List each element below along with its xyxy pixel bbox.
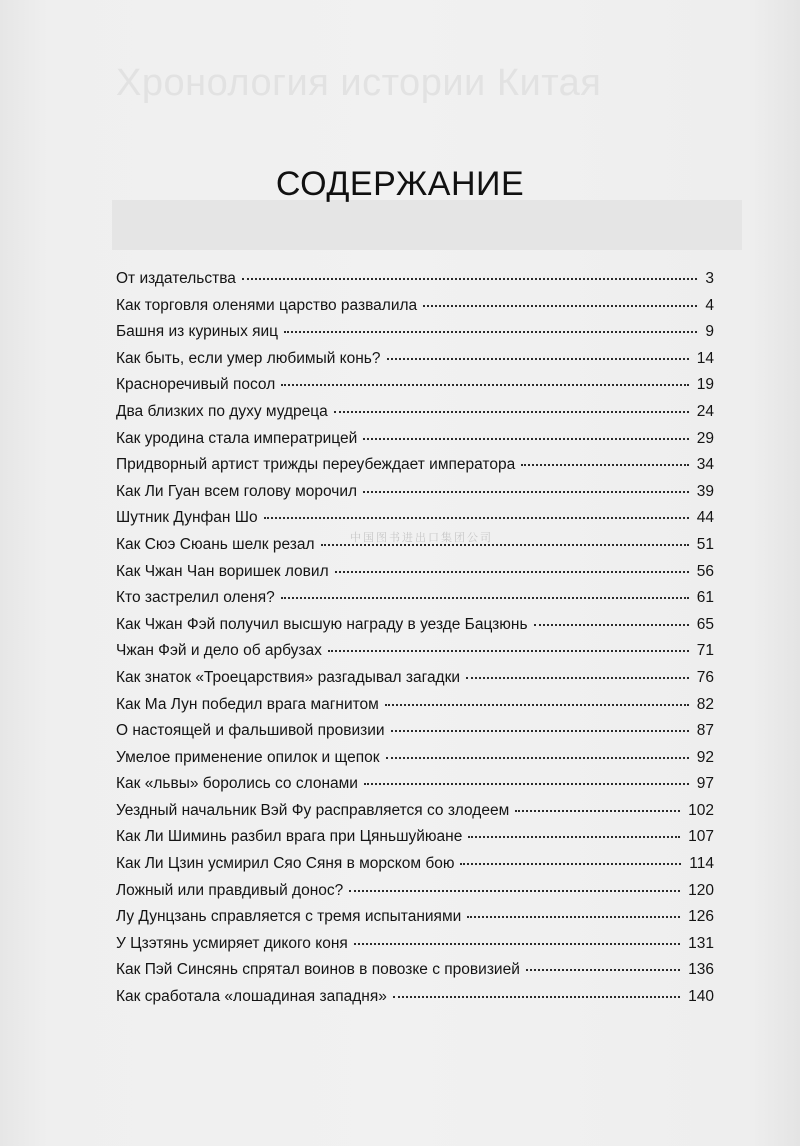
toc-entry-title: Кто застрелил оленя?	[116, 589, 275, 607]
toc-page-number: 4	[705, 296, 714, 314]
toc-page-number: 97	[696, 775, 714, 793]
toc-entry-title: Как быть, если умер любимый конь?	[116, 349, 381, 367]
toc-page-number: 61	[696, 589, 714, 607]
toc-entry-title: Умелое применение опилок и щепок	[116, 748, 380, 766]
toc-entry-title: Как «львы» боролись со слонами	[116, 775, 358, 793]
toc-page-number: 131	[688, 934, 714, 952]
dot-leader	[385, 690, 689, 706]
toc-entry	[116, 266, 714, 293]
toc-page-number: 19	[696, 376, 714, 394]
toc-page-number: 140	[688, 988, 714, 1006]
dot-leader	[354, 929, 680, 945]
toc-entry	[116, 878, 714, 905]
toc-entry-title: Как Чжан Чан воришек ловил	[116, 562, 329, 580]
toc-entry-title: Как Чжан Фэй получил высшую награду в уезде Бацзюнь	[116, 615, 528, 633]
dot-leader	[423, 291, 697, 307]
toc-entry	[116, 771, 714, 798]
dot-leader	[466, 663, 689, 679]
dot-leader	[387, 344, 689, 360]
dot-leader	[363, 424, 688, 440]
toc-page-number: 44	[696, 509, 714, 527]
toc-page-number: 34	[696, 456, 714, 474]
toc-page-number: 114	[689, 855, 714, 873]
toc-entry	[116, 665, 714, 692]
toc-entry	[116, 293, 714, 320]
toc-entry-title: Придворный артист трижды переубеждает императора	[116, 456, 516, 474]
toc-entry-title: Как Ли Цзин усмирил Сяо Сяня в морском бою	[116, 855, 455, 873]
dot-leader	[521, 450, 689, 466]
dot-leader	[281, 583, 689, 599]
toc-entry	[116, 612, 714, 639]
toc-entry-title: Уездный начальник Вэй Фу расправляется со злодеем	[116, 801, 510, 819]
toc-entry-title: Как уродина стала императрицей	[116, 429, 358, 447]
toc-entry	[116, 399, 714, 426]
dot-leader	[534, 610, 689, 626]
dot-leader	[349, 876, 680, 892]
dot-leader	[363, 477, 689, 493]
toc-page-number: 136	[688, 961, 714, 979]
dot-leader	[468, 822, 680, 838]
toc-page-number: 14	[696, 349, 714, 367]
toc-entry-title: Как Сюэ Сюань шелк резал	[116, 535, 315, 553]
toc-entry-title: Чжан Фэй и дело об арбузах	[116, 642, 322, 660]
toc-page-number: 29	[696, 429, 714, 447]
toc-entry-title: О настоящей и фальшивой провизии	[116, 722, 385, 740]
toc-entry	[116, 479, 714, 506]
toc-entry	[116, 426, 714, 453]
dot-leader	[391, 716, 689, 732]
toc-entry	[116, 745, 714, 772]
toc-entry-title: Как Ли Гуан всем голову морочил	[116, 482, 358, 500]
toc-page-number: 82	[696, 695, 714, 713]
toc-page-number: 126	[688, 908, 714, 926]
dot-leader	[393, 982, 680, 998]
toc-entry-title: От издательства	[116, 270, 236, 287]
toc-entry	[116, 904, 714, 931]
toc-entry	[116, 824, 714, 851]
toc-entry-title: Как Пэй Синсянь спрятал воинов в повозке с провизией	[116, 961, 520, 979]
publisher-watermark: 中国图书进出口集团公司	[350, 531, 493, 544]
toc-entry	[116, 984, 714, 1011]
toc-entry	[116, 505, 714, 532]
toc-entry	[116, 372, 714, 399]
toc-page-number: 71	[696, 642, 714, 660]
toc-page-number: 102	[688, 801, 714, 819]
bleed-through-heading: Хронология истории Китая	[116, 62, 602, 104]
toc-page-number: 120	[688, 881, 714, 899]
dot-leader	[386, 743, 689, 759]
dot-leader	[284, 317, 697, 333]
toc-entry	[116, 585, 714, 612]
dot-leader	[335, 557, 689, 573]
toc-entry	[116, 346, 714, 373]
toc-page-number: 3	[705, 270, 714, 287]
toc-entry	[116, 638, 714, 665]
toc-entry-title: У Цзэтянь усмиряет дикого коня	[116, 934, 348, 952]
toc-entry-title: Как сработала «лошадиная западня»	[116, 988, 387, 1006]
dot-leader	[334, 397, 689, 413]
toc-entry-title: Как Ли Шиминь разбил врага при Цяньшуйюане	[116, 828, 463, 846]
dot-leader	[364, 769, 689, 785]
toc-page-number: 39	[696, 482, 714, 500]
toc-page-number: 51	[696, 535, 714, 553]
toc-entry	[116, 851, 714, 878]
toc-entry-title: Шутник Дунфан Шо	[116, 509, 258, 527]
page-title: СОДЕРЖАНИЕ	[275, 164, 525, 203]
toc-entry	[116, 319, 714, 346]
toc-entry-title: Как знаток «Троецарствия» разгадывал загадки	[116, 668, 461, 686]
dot-leader	[515, 796, 680, 812]
toc-entry	[116, 692, 714, 719]
toc-page-number: 56	[696, 562, 714, 580]
toc-entry-title: Как Ма Лун победил врага магнитом	[116, 695, 379, 713]
toc-entry	[116, 798, 714, 825]
toc-entry-title: Два близких по духу мудреца	[116, 402, 328, 420]
dot-leader	[328, 636, 689, 652]
toc-page-number: 92	[696, 748, 714, 766]
dot-leader	[281, 370, 688, 386]
dot-leader	[460, 849, 681, 865]
toc-entry-title: Как торговля оленями царство развалила	[116, 296, 418, 314]
toc-page-number: 65	[696, 615, 714, 633]
toc-entry-title: Лу Дунцзань справляется с тремя испытаниями	[116, 908, 462, 926]
toc-page-number: 9	[705, 323, 714, 341]
toc-entry-title: Башня из куриных яиц	[116, 323, 279, 341]
bleed-through-band	[112, 200, 742, 250]
dot-leader	[264, 503, 689, 519]
toc-page-number: 76	[696, 668, 714, 686]
toc-entry-title: Ложный или правдивый донос?	[116, 881, 344, 899]
dot-leader	[242, 264, 697, 280]
toc-entry	[116, 957, 714, 984]
toc-page-number: 107	[688, 828, 714, 846]
toc-entry	[116, 718, 714, 745]
table-of-contents	[116, 266, 714, 1011]
toc-entry	[116, 559, 714, 586]
dot-leader	[467, 902, 680, 918]
dot-leader	[526, 955, 680, 971]
toc-page-number: 87	[696, 722, 714, 740]
toc-entry	[116, 931, 714, 958]
toc-entry	[116, 452, 714, 479]
toc-entry-title: Красноречивый посол	[116, 376, 276, 394]
toc-page-number: 24	[696, 402, 714, 420]
